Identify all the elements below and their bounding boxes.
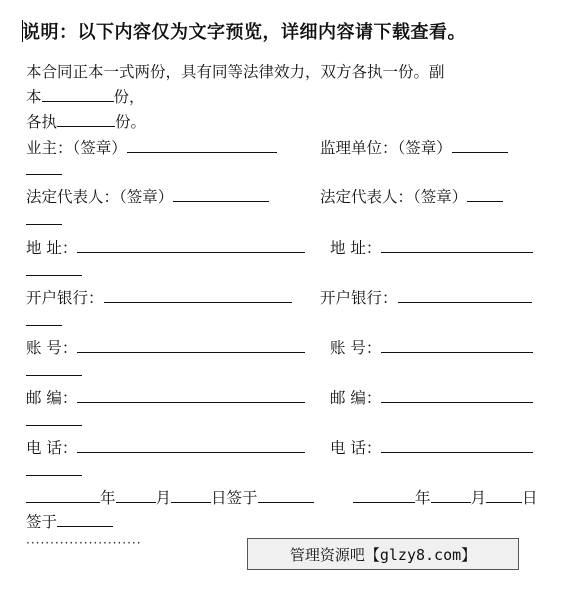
bank-overflow [26,311,62,330]
supervisor-rep-blank [467,187,503,202]
overflow-blank [26,461,82,476]
owner-bank-label: 开户银行： [26,289,104,307]
copies-line-3-suffix: 份。 [115,113,147,131]
owner-phone-label: 电 话： [26,439,78,457]
overflow-blank [26,311,62,326]
supervisor-account-label: 账 号： [330,339,382,357]
supervisor-signature-field [320,136,508,158]
owner-postcode-label: 邮 编： [26,389,78,407]
supervisor-account-blank [381,338,533,353]
year-blank [26,488,100,503]
month-blank-2 [431,488,471,503]
address-overflow [26,261,82,280]
source-link-box[interactable]: 管理资源吧【glzy8.com】 [247,538,519,570]
owner-bank-field [26,286,292,308]
overflow-blank [26,210,62,225]
dotted-separator: ························ [26,536,142,550]
postcode-overflow [26,411,82,430]
signed-at-blank [57,512,113,527]
supervisor-postcode-blank [381,388,533,403]
month-blank [116,488,156,503]
owner-account-blank [77,338,305,353]
supervisor-address-label: 地 址： [330,239,382,257]
phone-overflow [26,461,82,480]
owner-address-blank [77,238,305,253]
supervisor-account-field [330,336,533,358]
preview-notice: 说明：以下内容仅为文字预览，详细内容请下载查看。 [22,22,466,43]
owner-signature-field [26,136,277,158]
owner-label: 业主：（签章） [26,139,127,157]
each-holds-blank [57,112,115,127]
copies-line-1: 本合同正本一式两份，具有同等法律效力，双方各执一份。副 [26,63,445,81]
copies-line-2 [26,85,145,107]
day-blank [171,488,211,503]
supervisor-rep-label: 法定代表人：（签章） [320,188,468,206]
month-label-2: 月 [470,489,487,507]
owner-account-label: 账 号： [26,339,78,357]
year-label-2: 年 [415,489,431,507]
owner-bank-blank [104,288,292,303]
month-label: 月 [155,489,172,507]
day-label-2: 日 [522,489,538,507]
overflow-blank [26,261,82,276]
owner-phone-blank [77,438,305,453]
signed-at-line [26,510,113,532]
day-signed-label: 日签于 [211,489,258,507]
supervisor-address-field [330,236,533,258]
overflow-blank [26,160,62,175]
owner-rep-label: 法定代表人：（签章） [26,188,174,206]
copies-line-3-prefix: 各执 [26,113,58,131]
owner-address-field [26,236,305,258]
owner-rep-field [26,185,269,207]
signing-date-line [26,486,314,508]
owner-phone-field [26,436,305,458]
account-overflow [26,361,82,380]
signed-at-label: 签于 [26,513,58,531]
owner-blank [127,138,277,153]
owner-address-label: 地 址： [26,239,78,257]
supervisor-blank [452,138,508,153]
owner-postcode-blank [77,388,305,403]
owner-account-field [26,336,305,358]
owner-postcode-field [26,386,305,408]
supervisor-postcode-label: 邮 编： [330,389,382,407]
year-blank-2 [353,488,415,503]
copies-count-blank [42,87,114,102]
supervisor-postcode-field [330,386,533,408]
supervisor-label: 监理单位：（签章） [320,139,452,157]
overflow-blank [26,361,82,376]
overflow-blank [26,411,82,426]
copies-line-2-prefix: 本 [26,88,42,106]
copies-line-3 [26,110,146,132]
supervisor-bank-blank [398,288,532,303]
supervisor-bank-field [320,286,532,308]
signing-date-line-2 [353,486,538,508]
owner-rep-blank [173,187,269,202]
supervisor-address-blank [381,238,533,253]
supervisor-bank-label: 开户银行： [320,289,398,307]
place-blank [258,488,314,503]
supervisor-phone-field [330,436,533,458]
supervisor-phone-blank [381,438,533,453]
supervisor-rep-field [320,185,503,207]
owner-overflow [26,160,62,179]
rep-overflow [26,210,62,229]
year-label: 年 [100,489,116,507]
supervisor-phone-label: 电 话： [330,439,382,457]
day-blank-2 [486,488,522,503]
copies-line-2-suffix: 份， [113,88,145,106]
